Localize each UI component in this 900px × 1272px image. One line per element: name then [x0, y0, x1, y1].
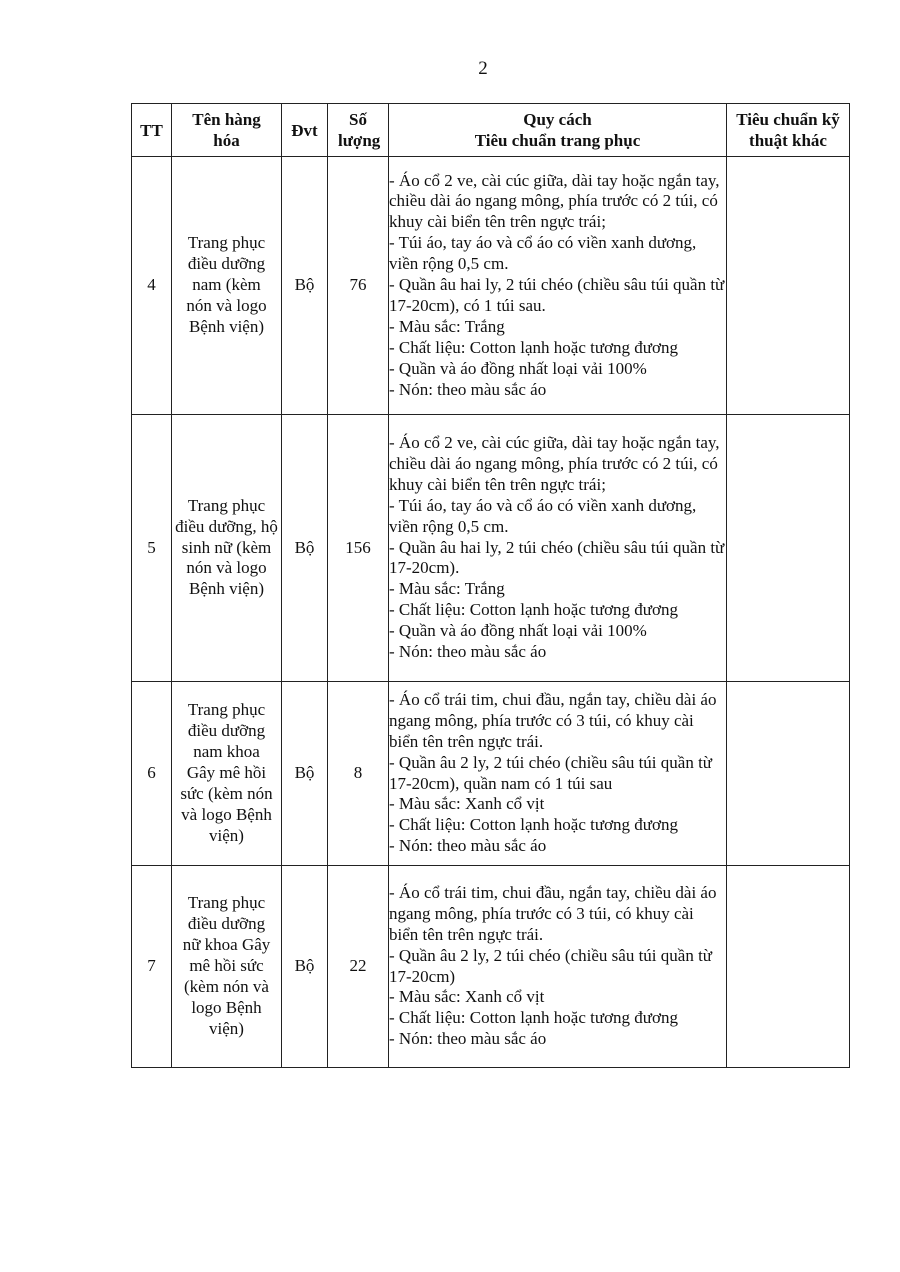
- header-qty: Số lượng: [328, 104, 389, 157]
- table-row: [132, 157, 850, 415]
- spec-line: - Nón: theo màu sắc áo: [389, 642, 547, 662]
- spec-line: - Túi áo, tay áo và cổ áo có viền xanh dương, viền rộng 0,5 cm.: [389, 233, 697, 274]
- header-spec-line-1: Quy cách: [523, 110, 592, 129]
- table-header-row: [132, 104, 850, 157]
- cell-unit: Bộ: [282, 157, 328, 415]
- cell-unit: Bộ: [282, 415, 328, 682]
- cell-name: Trang phục điều dưỡng nam khoa Gây mê hồi sức (kèm nón và logo Bệnh viện): [172, 682, 282, 866]
- spec-line: - Áo cổ trái tim, chui đầu, ngắn tay, chiều dài áo ngang mông, phía trước có 3 túi, có khuy cài biển tên trên ngực trái.: [389, 689, 717, 751]
- spec-line: - Màu sắc: Xanh cổ vịt: [389, 987, 545, 1007]
- cell-qty: 22: [328, 866, 389, 1068]
- cell-spec: [389, 866, 727, 1068]
- header-spec: [389, 104, 727, 157]
- spec-line: - Chất liệu: Cotton lạnh hoặc tương đương: [389, 600, 679, 620]
- spec-line: - Nón: theo màu sắc áo: [389, 379, 547, 399]
- spec-line: - Quần âu 2 ly, 2 túi chéo (chiều sâu túi quần từ 17-20cm), quần nam có 1 túi sau: [389, 752, 712, 793]
- spec-line: - Túi áo, tay áo và cổ áo có viền xanh dương, viền rộng 0,5 cm.: [389, 495, 697, 536]
- cell-other: [727, 682, 850, 866]
- specification-table: [131, 103, 850, 1068]
- cell-other: [727, 157, 850, 415]
- header-tt: TT: [132, 104, 172, 157]
- spec-line: - Quần âu hai ly, 2 túi chéo (chiều sâu túi quần từ 17-20cm).: [389, 537, 725, 578]
- header-name: Tên hàng hóa: [172, 104, 282, 157]
- cell-name: Trang phục điều dưỡng nữ khoa Gây mê hồi sức (kèm nón và logo Bệnh viện): [172, 866, 282, 1068]
- spec-line: - Quần và áo đồng nhất loại vải 100%: [389, 621, 647, 641]
- cell-unit: Bộ: [282, 682, 328, 866]
- cell-tt: 7: [132, 866, 172, 1068]
- cell-other: [727, 415, 850, 682]
- header-other: Tiêu chuẩn kỹ thuật khác: [727, 104, 850, 157]
- cell-qty: 76: [328, 157, 389, 415]
- spec-line: - Nón: theo màu sắc áo: [389, 1029, 547, 1049]
- spec-line: - Áo cổ 2 ve, cài cúc giữa, dài tay hoặc ngắn tay, chiều dài áo ngang mông, phía trước có 2 túi, có khuy cài biển tên trên ngực trái;: [389, 170, 720, 232]
- table-row: [132, 415, 850, 682]
- cell-unit: Bộ: [282, 866, 328, 1068]
- spec-line: - Màu sắc: Trắng: [389, 316, 505, 336]
- cell-spec: [389, 682, 727, 866]
- table-row: [132, 682, 850, 866]
- cell-qty: 156: [328, 415, 389, 682]
- header-unit: Đvt: [282, 104, 328, 157]
- page-number: 2: [478, 58, 488, 79]
- spec-line: - Màu sắc: Xanh cổ vịt: [389, 794, 545, 814]
- spec-line: - Chất liệu: Cotton lạnh hoặc tương đương: [389, 337, 679, 357]
- spec-line: - Áo cổ 2 ve, cài cúc giữa, dài tay hoặc ngắn tay, chiều dài áo ngang mông, phía trước có 2 túi, có khuy cài biển tên trên ngực trái;: [389, 433, 720, 494]
- spec-line: - Quần và áo đồng nhất loại vải 100%: [389, 358, 647, 378]
- table-row: [132, 866, 850, 1068]
- spec-line: - Quần âu hai ly, 2 túi chéo (chiều sâu túi quần từ 17-20cm), có 1 túi sau.: [389, 275, 725, 315]
- spec-line: - Màu sắc: Trắng: [389, 579, 505, 599]
- cell-name: Trang phục điều dưỡng nam (kèm nón và logo Bệnh viện): [172, 157, 282, 415]
- cell-other: [727, 866, 850, 1068]
- cell-tt: 5: [132, 415, 172, 682]
- spec-line: - Chất liệu: Cotton lạnh hoặc tương đương: [389, 815, 679, 835]
- cell-tt: 6: [132, 682, 172, 866]
- cell-name: Trang phục điều dưỡng, hộ sinh nữ (kèm nón và logo Bệnh viện): [172, 415, 282, 682]
- spec-line: - Quần âu 2 ly, 2 túi chéo (chiều sâu túi quần từ 17-20cm): [389, 945, 712, 986]
- spec-line: - Chất liệu: Cotton lạnh hoặc tương đương: [389, 1008, 679, 1028]
- header-spec-line-2: Tiêu chuẩn trang phục: [474, 131, 641, 150]
- spec-line: - Áo cổ trái tim, chui đầu, ngắn tay, chiều dài áo ngang mông, phía trước có 3 túi, có khuy cài biển tên trên ngực trái.: [389, 882, 717, 944]
- cell-qty: 8: [328, 682, 389, 866]
- cell-spec: [389, 157, 727, 415]
- cell-tt: 4: [132, 157, 172, 415]
- spec-line: - Nón: theo màu sắc áo: [389, 836, 547, 856]
- cell-spec: [389, 415, 727, 682]
